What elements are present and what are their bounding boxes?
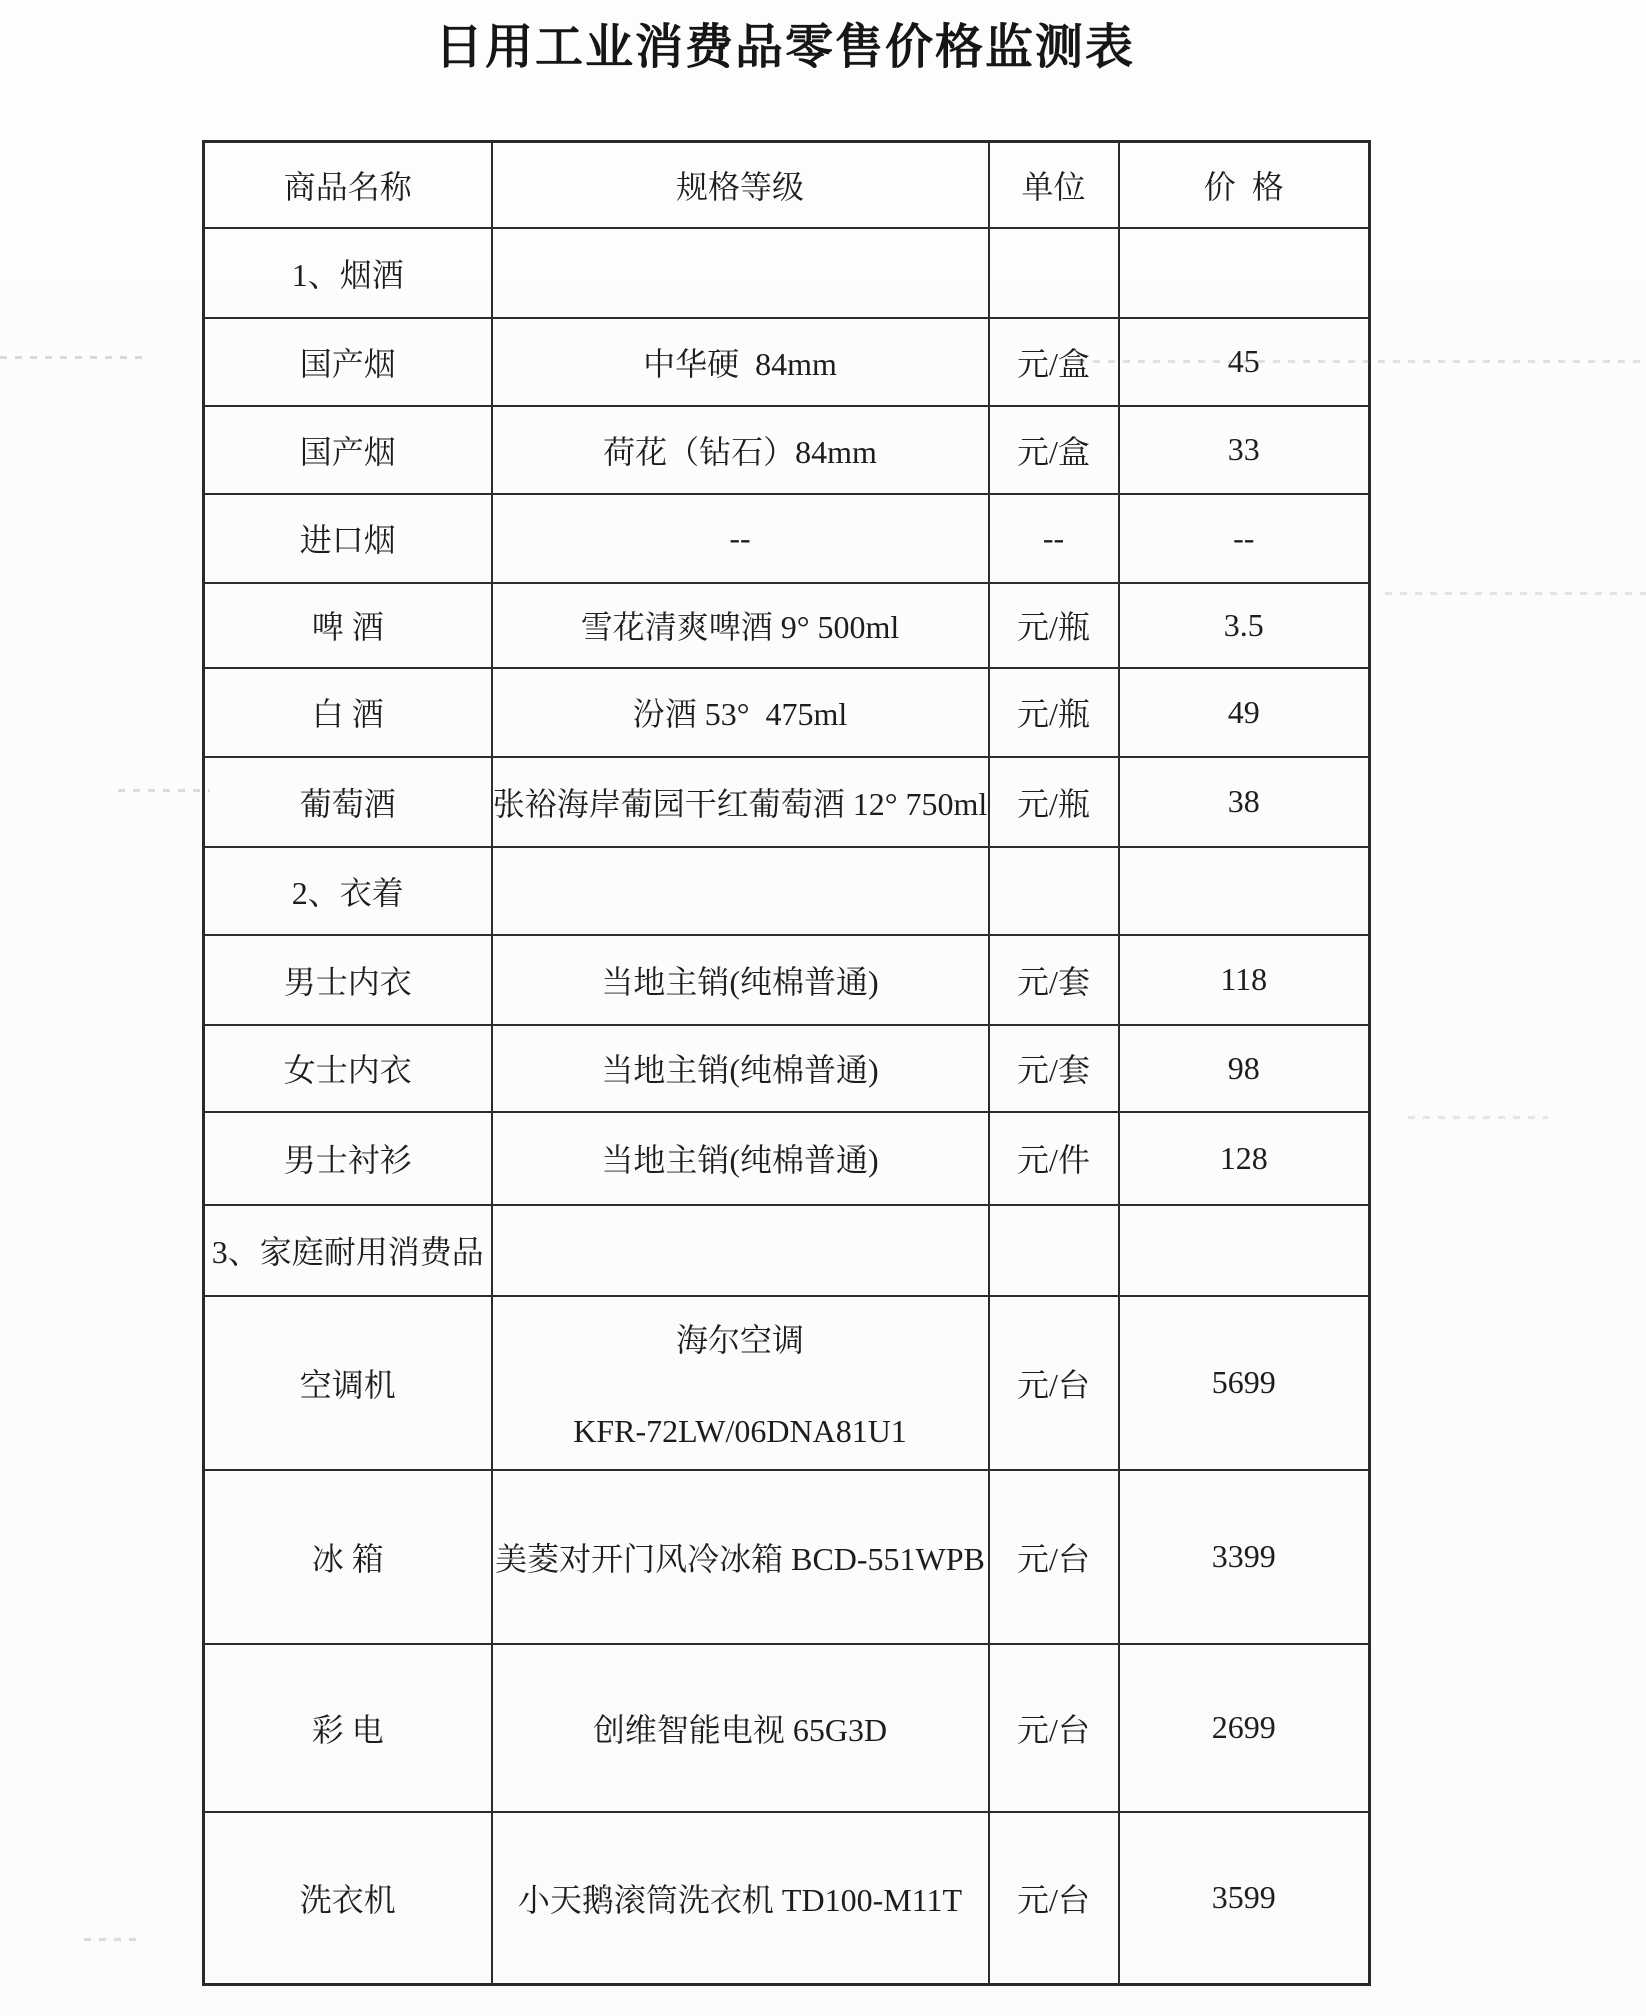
spec-cell: -- xyxy=(492,494,989,583)
category-row xyxy=(204,228,1370,318)
table-row xyxy=(204,494,1370,583)
price-cell: 3599 xyxy=(1119,1812,1370,1985)
unit-cell: 元/台 xyxy=(989,1812,1119,1985)
price-cell: -- xyxy=(1119,494,1370,583)
product-name-cell: 空调机 xyxy=(204,1296,492,1470)
unit-cell: 元/套 xyxy=(989,1025,1119,1112)
spec-cell: 创维智能电视 65G3D xyxy=(492,1644,989,1812)
price-table xyxy=(202,140,1371,1986)
scan-artifact xyxy=(1385,592,1646,595)
unit-cell: 元/台 xyxy=(989,1470,1119,1644)
price-cell: 98 xyxy=(1119,1025,1370,1112)
product-name-cell: 白 酒 xyxy=(204,668,492,757)
unit-cell: 元/台 xyxy=(989,1644,1119,1812)
price-cell: 38 xyxy=(1119,757,1370,847)
spec-cell: 雪花清爽啤酒 9° 500ml xyxy=(492,583,989,668)
product-name-cell: 3、家庭耐用消费品 xyxy=(204,1205,492,1296)
scan-artifact xyxy=(118,789,210,792)
header-spec-grade: 规格等级 xyxy=(492,142,989,228)
product-name-cell: 2、衣着 xyxy=(204,847,492,935)
unit-cell: -- xyxy=(989,494,1119,583)
page-title: 日用工业消费品零售价格监测表 xyxy=(434,21,1135,74)
category-row xyxy=(204,1205,1370,1296)
product-name-cell: 国产烟 xyxy=(204,318,492,406)
unit-cell: 元/盒 xyxy=(989,318,1119,406)
table-row xyxy=(204,318,1370,406)
table-row xyxy=(204,757,1370,847)
spec-cell: 张裕海岸葡园干红葡萄酒 12° 750ml xyxy=(492,757,989,847)
product-name-cell: 洗衣机 xyxy=(204,1812,492,1985)
header-price: 价 格 xyxy=(1119,142,1370,228)
spec-cell xyxy=(492,1296,989,1470)
spec-cell xyxy=(492,1205,989,1296)
price-cell: 5699 xyxy=(1119,1296,1370,1470)
price-cell xyxy=(1119,1205,1370,1296)
price-cell: 49 xyxy=(1119,668,1370,757)
product-name-cell: 彩 电 xyxy=(204,1644,492,1812)
header-product-name: 商品名称 xyxy=(204,142,492,228)
table-header xyxy=(204,142,1370,228)
unit-cell: 元/瓶 xyxy=(989,668,1119,757)
table-row xyxy=(204,406,1370,494)
price-cell: 2699 xyxy=(1119,1644,1370,1812)
spec-cell: 美菱对开门风冷冰箱 BCD-551WPB xyxy=(492,1470,989,1644)
unit-cell: 元/件 xyxy=(989,1112,1119,1205)
price-cell xyxy=(1119,847,1370,935)
price-table-body xyxy=(204,228,1370,1985)
spec-cell: 小天鹅滚筒洗衣机 TD100-M11T xyxy=(492,1812,989,1985)
spec-cell xyxy=(492,228,989,318)
unit-cell: 元/瓶 xyxy=(989,583,1119,668)
product-name-cell: 葡萄酒 xyxy=(204,757,492,847)
product-name-cell: 男士内衣 xyxy=(204,935,492,1025)
price-cell: 45 xyxy=(1119,318,1370,406)
unit-cell: 元/盒 xyxy=(989,406,1119,494)
spec-line: 海尔空调 xyxy=(675,1322,804,1358)
product-name-cell: 国产烟 xyxy=(204,406,492,494)
price-cell: 118 xyxy=(1119,935,1370,1025)
unit-cell xyxy=(989,1205,1119,1296)
product-name-cell: 1、烟酒 xyxy=(204,228,492,318)
spec-cell: 当地主销(纯棉普通) xyxy=(492,1025,989,1112)
price-cell: 3399 xyxy=(1119,1470,1370,1644)
product-name-cell: 冰 箱 xyxy=(204,1470,492,1644)
table-row xyxy=(204,1644,1370,1812)
table-row xyxy=(204,583,1370,668)
table-row xyxy=(204,1296,1370,1470)
price-cell: 33 xyxy=(1119,406,1370,494)
unit-cell: 元/台 xyxy=(989,1296,1119,1470)
unit-cell xyxy=(989,847,1119,935)
spec-cell xyxy=(492,847,989,935)
scan-artifact xyxy=(84,1938,140,1941)
header-row xyxy=(204,142,1370,228)
table-row xyxy=(204,1112,1370,1205)
table-row xyxy=(204,935,1370,1025)
product-name-cell: 男士衬衫 xyxy=(204,1112,492,1205)
table-row xyxy=(204,1025,1370,1112)
product-name-cell: 啤 酒 xyxy=(204,583,492,668)
table-row xyxy=(204,1470,1370,1644)
table-row xyxy=(204,1812,1370,1985)
unit-cell: 元/瓶 xyxy=(989,757,1119,847)
spec-cell: 荷花（钻石）84mm xyxy=(492,406,989,494)
price-cell: 3.5 xyxy=(1119,583,1370,668)
product-name-cell: 进口烟 xyxy=(204,494,492,583)
scan-artifact xyxy=(1408,1116,1548,1119)
category-row xyxy=(204,847,1370,935)
spec-line: KFR-72LW/06DNA81U1 xyxy=(573,1413,907,1449)
table-row xyxy=(204,668,1370,757)
spec-cell: 当地主销(纯棉普通) xyxy=(492,935,989,1025)
unit-cell: 元/套 xyxy=(989,935,1119,1025)
unit-cell xyxy=(989,228,1119,318)
spec-cell: 当地主销(纯棉普通) xyxy=(492,1112,989,1205)
header-unit: 单位 xyxy=(989,142,1119,228)
product-name-cell: 女士内衣 xyxy=(204,1025,492,1112)
price-cell xyxy=(1119,228,1370,318)
scan-artifact xyxy=(0,356,148,359)
price-cell: 128 xyxy=(1119,1112,1370,1205)
spec-cell: 汾酒 53° 475ml xyxy=(492,668,989,757)
spec-cell: 中华硬 84mm xyxy=(492,318,989,406)
